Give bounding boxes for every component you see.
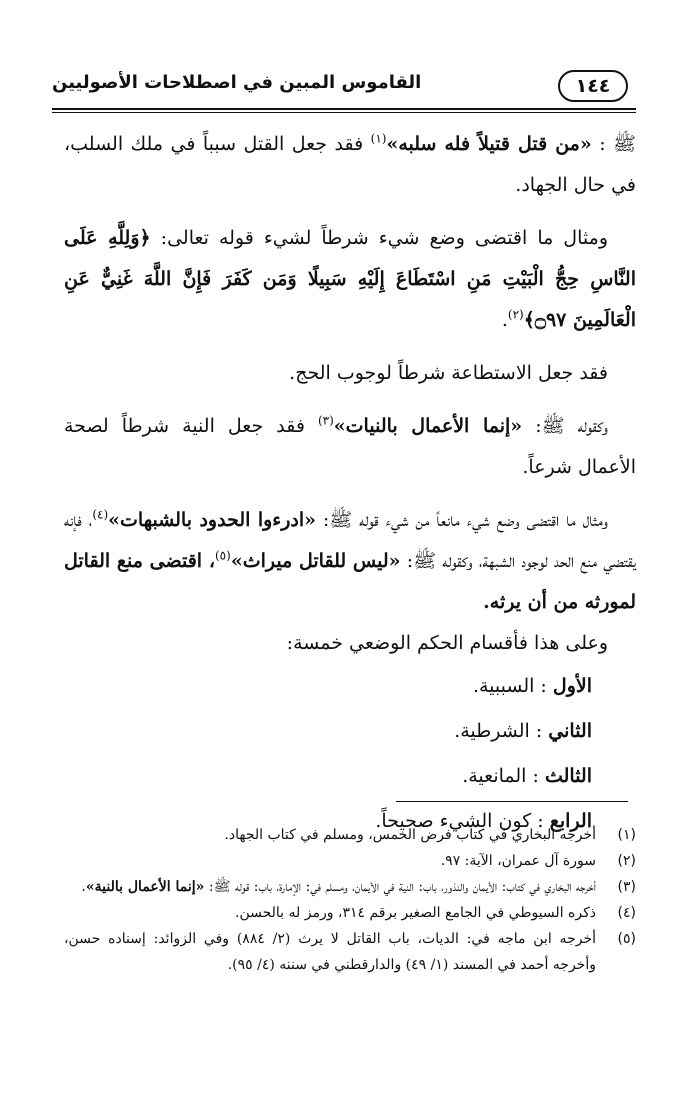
list-label: الثاني — [548, 720, 592, 742]
list-item — [64, 664, 636, 709]
footnote-text: أخرجه البخاري في كتاب فرض الخمس، ومسلم في كتاب الجهاد. — [224, 827, 596, 843]
text: ، اقتضى منع القاتل لمورثه من أن يرثه. — [64, 550, 636, 613]
text: ، فإنه يقتضي منع الحد لوجود الشبهة، وكقوله ﷺ: — [64, 509, 636, 572]
text: وكقوله ﷺ: — [522, 415, 609, 437]
text: فقد جعل النية شرطاً لصحة الأعمال شرعاً. — [64, 415, 636, 478]
footnote-separator — [396, 801, 628, 802]
list-label: الثالث — [544, 765, 592, 787]
page-number: ١٤٤ — [558, 70, 628, 102]
footnote-ref: (٢) — [507, 307, 524, 322]
footnote-number: (٢) — [617, 853, 636, 869]
main-text — [64, 124, 636, 844]
text: . — [501, 309, 508, 331]
footnote-ref: (٣) — [317, 413, 334, 428]
hadith-quote: «من قتل قتيلاً فله سلبه» — [386, 133, 592, 155]
hadith-quote: «إنما الأعمال بالنيات» — [333, 415, 523, 437]
footnote — [64, 874, 636, 900]
footnote-number: (٣) — [617, 879, 636, 895]
footnotes — [64, 822, 636, 978]
footnote — [64, 848, 636, 874]
list-item — [64, 754, 636, 799]
text: أخرجه البخاري في كتاب: الأيمان والنذور، باب: النية في الأيمان، ومسلم في: الإمارة، باب: قوله ﷺ: — [204, 879, 596, 895]
paragraph-hadith-salab — [64, 124, 636, 206]
list-value: : كون الشيء صحيحاً. — [375, 810, 544, 832]
footnote-number: (٤) — [617, 905, 636, 921]
list-value: : السببية. — [472, 675, 547, 697]
running-head: القاموس المبين في اصطلاحات الأصوليين — [52, 72, 422, 93]
footnote-ref: (٤) — [92, 507, 109, 522]
divisions-list — [64, 664, 636, 844]
text: . — [81, 879, 86, 895]
list-value: : المانعية. — [462, 765, 539, 787]
list-value: : الشرطية. — [454, 720, 543, 742]
footnote-ref: (١) — [370, 131, 387, 146]
text: فقد جعل القتل سبباً في ملك السلب، في حال الجهاد. — [64, 133, 636, 196]
hadith-quote: «ليس للقاتل ميراث» — [230, 550, 401, 572]
footnote — [64, 926, 636, 978]
list-item — [64, 709, 636, 754]
footnote-text: سورة آل عمران، الآية: ٩٧. — [440, 853, 596, 869]
header-rule-thin — [52, 112, 636, 113]
footnote-text: ذكره السيوطي في الجامع الصغير برقم ٣١٤، ورمز له بالحسن. — [235, 905, 596, 921]
text: ومثال ما اقتضى وضع شيء شرطاً لشيء قوله تعالى: — [150, 227, 608, 249]
list-label: الرابع — [549, 810, 592, 832]
hadith-quote: «ادرءوا الحدود بالشبهات» — [108, 509, 317, 531]
footnote-text — [64, 874, 596, 900]
header-rule — [52, 108, 636, 110]
footnote — [64, 822, 636, 848]
paragraph-condition-example — [64, 218, 636, 341]
hadith-quote: «إنما الأعمال بالنية» — [85, 879, 205, 895]
paragraph-divisions-intro: وعلى هذا فأقسام الحكم الوضعي خمسة: — [286, 632, 608, 654]
paragraph-niyyat — [64, 406, 636, 488]
page-header — [52, 66, 636, 114]
footnote-ref: (٥) — [214, 548, 231, 563]
text: ومثال ما اقتضى وضع شيء مانعاً من شيء قوله ﷺ: — [316, 509, 608, 531]
footnote-number: (١) — [617, 827, 636, 843]
footnote-text: أخرجه ابن ماجه في: الديات، باب القاتل لا يرث (٢/ ٨٨٤) وفي الزوائد: إسناده حسن، وأخرجه أحمد في المسند (١/ ٤٩) والدارقطني في سننه (٤/ ٩٥). — [64, 931, 596, 973]
list-label: الأول — [552, 675, 592, 697]
footnote — [64, 900, 636, 926]
paragraph-istitaah: فقد جعل الاستطاعة شرطاً لوجوب الحج. — [289, 362, 608, 384]
text: ﷺ : — [591, 133, 637, 155]
footnote-number: (٥) — [617, 931, 636, 947]
paragraph-mani-example — [64, 500, 636, 623]
quran-verse: ﴿وَلِلَّهِ عَلَى النَّاسِ حِجُّ الْبَيْتِ مَنِ اسْتَطَاعَ إِلَيْهِ سَبِيلًا وَمَن كَفَرَ فَإِنَّ اللَّهَ غَنِيٌّ عَنِ الْعَالَمِينَ ۝٩٧﴾ — [64, 227, 636, 331]
